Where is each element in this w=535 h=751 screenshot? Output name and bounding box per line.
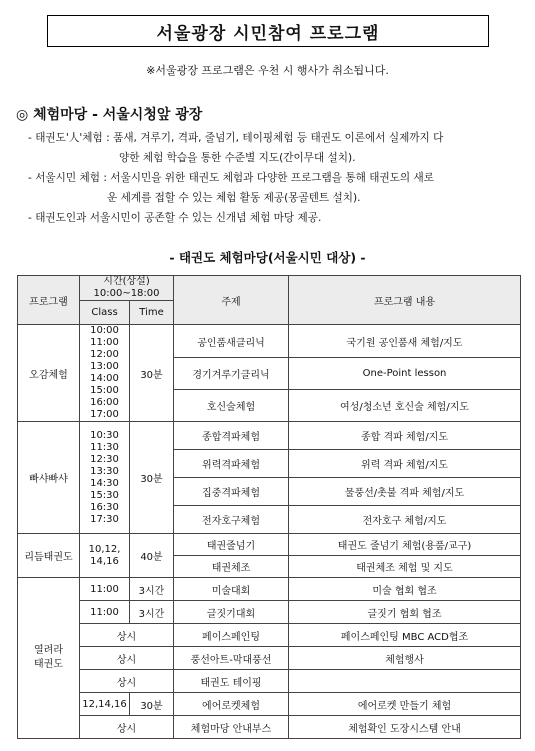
content-cell: 에어로켓 만들기 체험 bbox=[289, 693, 521, 716]
table-row bbox=[18, 422, 521, 450]
description-line: 운 세계를 접할 수 있는 체험 활동 제공(몽골텐트 설치). bbox=[107, 192, 361, 204]
table-row bbox=[18, 647, 521, 670]
topic-cell: 미술대회 bbox=[174, 578, 289, 601]
topic-cell: 위력격파체험 bbox=[174, 450, 289, 478]
content-cell: 태권도 줄넘기 체험(용품/교구) bbox=[289, 534, 521, 556]
duration-cell: 3시간 bbox=[130, 601, 174, 624]
program-table bbox=[17, 275, 521, 739]
always-cell: 상시 bbox=[80, 624, 174, 647]
content-cell: 미술 협회 협조 bbox=[289, 578, 521, 601]
table-row bbox=[18, 534, 521, 556]
topic-cell: 풍선아트-막대풍선 bbox=[174, 647, 289, 670]
topic-cell: 글짓기대회 bbox=[174, 601, 289, 624]
always-cell: 상시 bbox=[80, 716, 174, 739]
rain-notice: ※서울광장 프로그램은 우천 시 행사가 취소됩니다. bbox=[146, 64, 389, 77]
content-cell: 종합 격파 체험/지도 bbox=[289, 422, 521, 450]
duration-cell: 30분 bbox=[130, 325, 174, 422]
table-row bbox=[18, 716, 521, 739]
topic-cell: 페이스페인팅 bbox=[174, 624, 289, 647]
program-cell: 리듬태권도 bbox=[18, 534, 80, 578]
content-cell: 체험행사 bbox=[289, 647, 521, 670]
description-line: - 태권도인과 서울시민이 공존할 수 있는 신개념 체험 마당 제공. bbox=[28, 212, 322, 224]
section-heading-text: 체험마당 - 서울시청앞 광장 bbox=[33, 107, 203, 123]
always-cell: 상시 bbox=[80, 647, 174, 670]
content-cell: 위력 격파 체험/지도 bbox=[289, 450, 521, 478]
page-title: 서울광장 시민참여 프로그램 bbox=[156, 23, 380, 44]
table-row bbox=[18, 578, 521, 601]
class-times-cell: 10:00 11:00 12:00 13:00 14:00 15:00 16:00 17:00 bbox=[80, 325, 130, 422]
topic-cell: 집중격파체험 bbox=[174, 478, 289, 506]
table-row bbox=[18, 693, 521, 716]
header-topic: 주제 bbox=[174, 276, 289, 325]
content-cell: 태권체조 체험 및 지도 bbox=[289, 556, 521, 578]
section-heading bbox=[16, 104, 202, 124]
duration-cell: 30분 bbox=[130, 693, 174, 716]
header-program: 프로그램 bbox=[18, 276, 80, 325]
table-row bbox=[18, 624, 521, 647]
topic-cell: 태권줄넘기 bbox=[174, 534, 289, 556]
program-description bbox=[28, 128, 528, 228]
topic-cell: 태권도 테이핑 bbox=[174, 670, 289, 693]
class-cell: 11:00 bbox=[80, 601, 130, 624]
table-row bbox=[18, 601, 521, 624]
program-cell: 오감체험 bbox=[18, 325, 80, 422]
table-header-row bbox=[18, 276, 521, 301]
topic-cell: 전자호구체험 bbox=[174, 506, 289, 534]
table-row bbox=[18, 325, 521, 358]
topic-cell: 체험마당 안내부스 bbox=[174, 716, 289, 739]
class-cell: 11:00 bbox=[80, 578, 130, 601]
program-cell: 빠샤빠샤 bbox=[18, 422, 80, 534]
duration-cell: 30분 bbox=[130, 422, 174, 534]
program-cell: 열려라 태권도 bbox=[18, 578, 80, 739]
topic-cell: 호신술체험 bbox=[174, 390, 289, 422]
header-content: 프로그램 내용 bbox=[289, 276, 521, 325]
page-title-box bbox=[47, 15, 489, 47]
header-class: Class bbox=[80, 301, 130, 325]
class-cell: 12,14,16 bbox=[80, 693, 130, 716]
header-time: 시간(상설) 10:00~18:00 bbox=[80, 276, 174, 301]
class-times-cell: 10:30 11:30 12:30 13:30 14:30 15:30 16:30 17:30 bbox=[80, 422, 130, 534]
table-row bbox=[18, 670, 521, 693]
content-cell bbox=[289, 670, 521, 693]
topic-cell: 경기겨루기클리닉 bbox=[174, 358, 289, 390]
circle-marker-icon: ◎ bbox=[16, 107, 29, 123]
header-duration: Time bbox=[130, 301, 174, 325]
topic-cell: 태권체조 bbox=[174, 556, 289, 578]
description-line: - 태권도'人'체험 : 품새, 겨루기, 격파, 줄넘기, 테이핑체험 등 태권도 이론에서 실제까지 다 bbox=[28, 132, 444, 144]
duration-cell: 40분 bbox=[130, 534, 174, 578]
always-cell: 상시 bbox=[80, 670, 174, 693]
content-cell: 물풍선/촛불 격파 체험/지도 bbox=[289, 478, 521, 506]
content-cell: 페이스페인팅 MBC ACD협조 bbox=[289, 624, 521, 647]
description-line: 양한 체험 학습을 통한 수준별 지도(간이무대 설치). bbox=[119, 152, 356, 164]
content-cell: One-Point lesson bbox=[289, 358, 521, 390]
description-line: - 서울시민 체험 : 서울시민을 위한 태권도 체험과 다양한 프로그램을 통해 태권도의 새로 bbox=[28, 172, 434, 184]
duration-cell: 3시간 bbox=[130, 578, 174, 601]
content-cell: 전자호구 체험/지도 bbox=[289, 506, 521, 534]
class-times-cell: 10,12, 14,16 bbox=[80, 534, 130, 578]
topic-cell: 에어로켓체험 bbox=[174, 693, 289, 716]
topic-cell: 공인품새클리닉 bbox=[174, 325, 289, 358]
table-title: - 태권도 체험마당(서울시민 대상) - bbox=[169, 250, 366, 265]
content-cell: 체험확인 도장시스템 안내 bbox=[289, 716, 521, 739]
content-cell: 국기원 공인품새 체험/지도 bbox=[289, 325, 521, 358]
content-cell: 글짓기 협회 협조 bbox=[289, 601, 521, 624]
topic-cell: 종합격파체험 bbox=[174, 422, 289, 450]
content-cell: 여성/청소년 호신술 체험/지도 bbox=[289, 390, 521, 422]
